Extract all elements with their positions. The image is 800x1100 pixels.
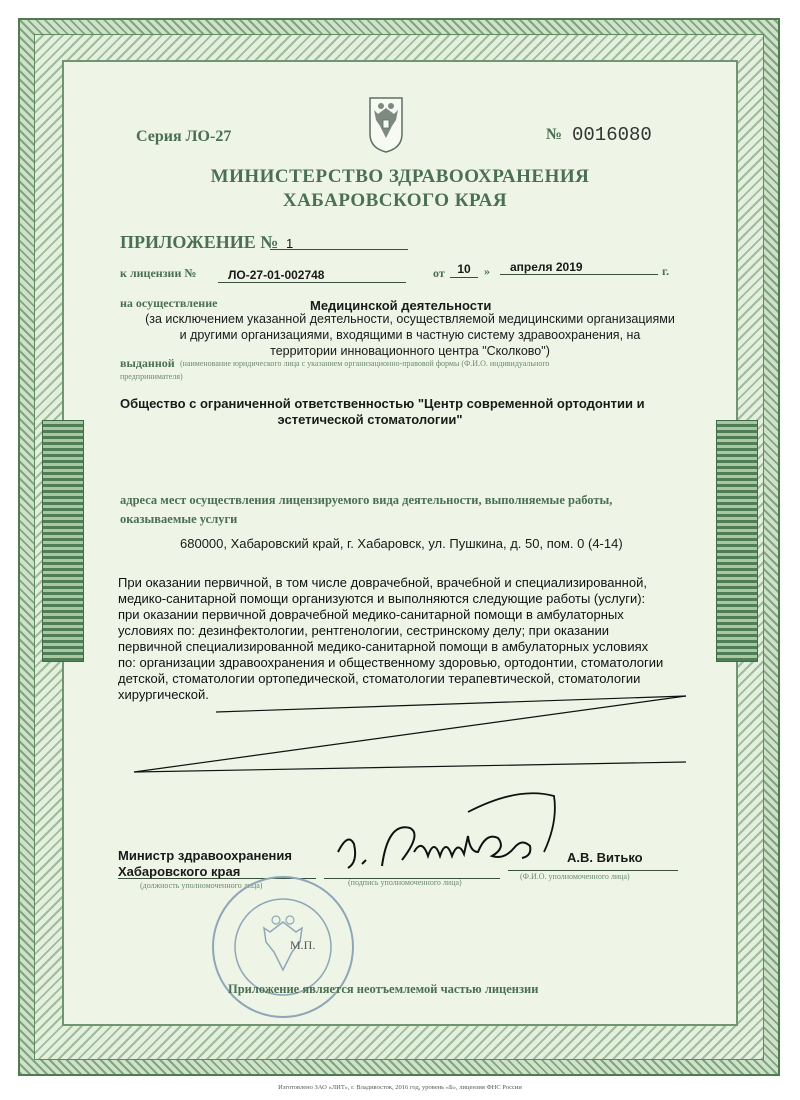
activity-note-line2: и другими организациями, входящими в частную систему здравоохранения, на bbox=[179, 328, 641, 342]
right-ornament-panel bbox=[716, 420, 758, 662]
issued-label: выданной bbox=[120, 356, 175, 370]
appendix-number: 1 bbox=[270, 236, 408, 250]
services-line: хирургической. bbox=[118, 687, 209, 702]
organization-name-line1: Общество с ограниченной ответственностью "Центр современной ортодонтии и bbox=[120, 396, 645, 411]
position-hint: (должность уполномоченного лица) bbox=[140, 881, 263, 890]
license-from-label: от bbox=[433, 266, 445, 280]
signature-hint: (подпись уполномоченного лица) bbox=[348, 878, 462, 887]
activity-title: Медицинской деятельности bbox=[310, 298, 492, 313]
services-line: При оказании первичной, в том числе доврачебной, врачебной и специализированной, bbox=[118, 575, 647, 590]
blank-space-strikeout bbox=[120, 690, 700, 780]
appendix-label: ПРИЛОЖЕНИЕ № bbox=[120, 232, 279, 252]
license-day: 10 bbox=[450, 262, 478, 278]
services-line: первичной специализированной медико-санитарной помощи в амбулаторных условиях bbox=[118, 639, 649, 654]
issued-hint-2: предпринимателя) bbox=[120, 372, 183, 381]
services-line: медико-санитарной помощи организуются и выполняются следующие работы (услуги): bbox=[118, 591, 646, 606]
addresses-label-line2: оказываемые услуги bbox=[120, 512, 238, 526]
activity-note-line3: территории инновационного центра "Сколково") bbox=[270, 344, 550, 358]
activity-note-line1: (за исключением указанной деятельности, осуществляемой медицинскими организациями bbox=[145, 312, 675, 326]
signer-position-line2: Хабаровского края bbox=[118, 864, 241, 879]
appendix-integral-note: Приложение является неотъемлемой частью лицензии bbox=[228, 982, 539, 996]
quote-mark: » bbox=[484, 264, 490, 278]
activity-label: на осуществление bbox=[120, 296, 218, 310]
ministry-title-line1: МИНИСТЕРСТВО ЗДРАВООХРАНЕНИЯ bbox=[210, 166, 590, 187]
license-label: к лицензии № bbox=[120, 266, 197, 280]
services-line: условиях по: дезинфектологии, рентгенологии, сестринскому делу; при оказании bbox=[118, 623, 610, 638]
services-line: детской, стоматологии ортопедической, стоматологии терапевтической, стоматологии bbox=[118, 671, 641, 686]
left-ornament-panel bbox=[42, 420, 84, 662]
series-label: Серия ЛО-27 bbox=[136, 128, 232, 145]
issued-hint: (наименование юридического лица с указанием организационно-правовой формы (Ф.И.О. индивидуального bbox=[180, 359, 550, 368]
license-number: ЛО-27-01-002748 bbox=[218, 268, 406, 283]
services-text bbox=[118, 575, 686, 703]
signer-name: А.В. Витько bbox=[567, 850, 643, 865]
signer-position-line1: Министр здравоохранения bbox=[118, 848, 292, 863]
stamp-place-label: М.П. bbox=[290, 938, 316, 952]
license-month-year: апреля 2019 bbox=[500, 260, 658, 275]
organization-name-line2: эстетической стоматологии" bbox=[277, 412, 463, 427]
services-line: при оказании первичной доврачебной медико-санитарной помощи в амбулаторных bbox=[118, 607, 624, 622]
handwritten-signature bbox=[318, 782, 568, 878]
number-label: № bbox=[546, 126, 563, 143]
form-number: 0016080 bbox=[572, 124, 652, 146]
activity-address: 680000, Хабаровский край, г. Хабаровск, ул. Пушкина, д. 50, пом. 0 (4-14) bbox=[180, 536, 623, 551]
services-line: по: организации здравоохранения и общественному здоровью, ортодонтии, стоматологии bbox=[118, 655, 664, 670]
official-seal-icon bbox=[208, 872, 358, 1022]
year-suffix: г. bbox=[662, 264, 670, 278]
ministry-title-line2: ХАБАРОВСКОГО КРАЯ bbox=[282, 190, 508, 211]
addresses-label-line1: адреса мест осуществления лицензируемого вида деятельности, выполняемые работы, bbox=[120, 493, 613, 507]
printer-imprint: Изготовлено ЗАО «ЛИТ», г. Владивосток, 2016 год, уровень «Б», лицензия ФНС России bbox=[278, 1084, 522, 1091]
name-hint: (Ф.И.О. уполномоченного лица) bbox=[520, 872, 630, 881]
coat-of-arms-icon bbox=[366, 96, 406, 154]
